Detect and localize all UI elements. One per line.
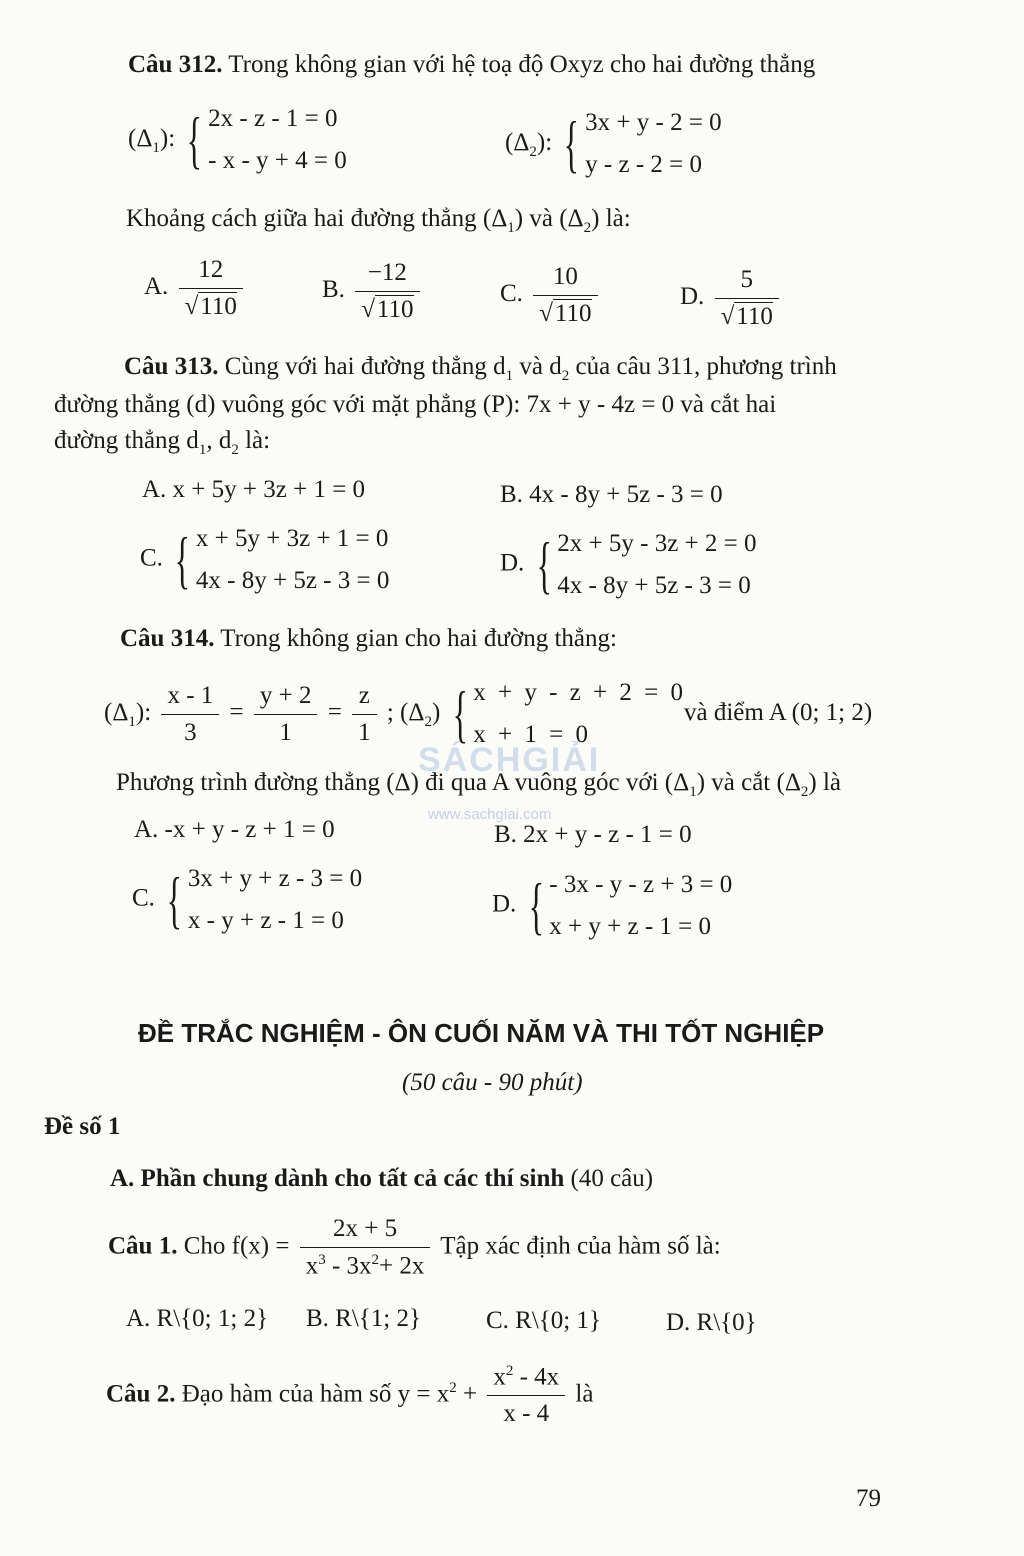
q312-delta1 <box>128 98 347 182</box>
q314-label: Câu 314. <box>120 625 215 652</box>
q1-label: Câu 1. <box>108 1232 178 1260</box>
q312-d1-eq2: - x - y + 4 = 0 <box>208 147 347 174</box>
q314-point: và điểm A (0; 1; 2) <box>684 699 873 726</box>
q313-option-d[interactable]: D. { 2x + 5y - 3z + 2 = 0 4x - 8y + 5z - 3 = 0 <box>500 523 757 607</box>
q314-optd-eq1: - 3x - y - z + 3 = 0 <box>549 871 733 898</box>
q314-option-d[interactable]: D. { - 3x - y - z + 3 = 0 x + y + z - 1 = 0 <box>492 864 732 948</box>
q313-line3: đường thẳng $d_1$, $d_2$ là: <box>54 427 271 458</box>
q312-text: Trong không gian với hệ toạ độ Oxyz cho hai đường thẳng <box>228 51 816 78</box>
q312-option-c[interactable]: C. $\frac{10}{√110}$ <box>500 262 602 329</box>
q313-optd-eq1: 2x + 5y - 3z + 2 = 0 <box>557 530 757 557</box>
q314-option-c[interactable]: C. { 3x + y + z - 3 = 0 x - y + z - 1 = 0 <box>132 858 362 942</box>
q312-option-d[interactable]: D. $\frac{5}{√110}$ <box>680 265 783 332</box>
q314-stem: Câu 314. Trong không gian cho hai đường thẳng: <box>120 625 617 652</box>
q313-option-a[interactable]: A. x + 5y + 3z + 1 = 0 <box>142 476 366 503</box>
q312-question: Khoảng cách giữa hai đường thẳng $(\Delta_1)$ và $(\Delta_2)$ là: <box>126 205 631 236</box>
q1-option-a[interactable]: A. R\{0; 1; 2} <box>126 1305 269 1332</box>
q314-lines: $(\Delta_1)$: $\frac{x - 1}{3}$ = $\frac{y + 2}{1}$ = $\frac{z}{1}$ ; $(\Delta_2)$ { x + y - z + 2 = 0 x + 1 = 0 <box>104 672 683 756</box>
q314-option-b[interactable]: B. 2x + y - z - 1 = 0 <box>494 821 692 848</box>
q313-line2: đường thẳng (d) vuông góc với mặt phẳng (P): 7x + y - 4z = 0 và cắt hai <box>54 391 777 418</box>
q1-option-c[interactable]: C. R\{0; 1} <box>486 1307 601 1334</box>
de-so: Đề số 1 <box>44 1113 121 1140</box>
q312-d2-eq1: 3x + y - 2 = 0 <box>585 109 722 136</box>
q313-option-b[interactable]: B. 4x - 8y + 5z - 3 = 0 <box>500 481 723 508</box>
part-heading: A. Phần chung dành cho tất cả các thí sinh (40 câu) <box>110 1165 654 1192</box>
q312-stem <box>128 50 815 80</box>
q313-optd-eq2: 4x - 8y + 5z - 3 = 0 <box>557 572 751 599</box>
watermark-url: www.sachgiai.com <box>428 806 552 823</box>
section-title: ĐỀ TRẮC NGHIỆM - ÔN CUỐI NĂM VÀ THI TỐT NGHIỆP <box>138 1018 825 1048</box>
watermark-logo: SÁCHGIẢI <box>418 741 601 779</box>
q314-optc-eq2: x - y + z - 1 = 0 <box>187 907 344 934</box>
q1-option-d[interactable]: D. R\{0} <box>666 1309 757 1336</box>
q313-optc-eq1: x + 5y + 3z + 1 = 0 <box>195 525 389 552</box>
q1: Câu 1. Cho f(x) = $\frac{2x + 5}{x^3 - 3x^2+ 2x}$ Tập xác định của hàm số là: <box>108 1215 721 1280</box>
q312-label: Câu 312. <box>128 51 223 78</box>
q312-d2-eq2: y - z - 2 = 0 <box>585 151 703 178</box>
q313-label: Câu 313. <box>124 353 219 380</box>
q314-option-a[interactable]: A. -x + y - z + 1 = 0 <box>134 816 335 843</box>
q2: Câu 2. Đạo hàm của hàm số $y = x^2$ + $\frac{x^2 - 4x}{x - 4}$ là <box>106 1363 594 1428</box>
q314-question: Phương trình đường thẳng (Δ) đi qua A vuông góc với $(\Delta_1)$ và cắt $(\Delta_2)$ là <box>116 769 842 800</box>
q312-delta1-system: { 2x - z - 1 = 0 - x - y + 4 = 0 <box>181 98 346 182</box>
q314-optd-eq2: x + y + z - 1 = 0 <box>549 913 711 940</box>
q312-option-b[interactable]: B. $\frac{-12}{√110}$ <box>322 258 424 325</box>
q313-line1: Câu 313. Cùng với hai đường thẳng $d_1$ và $d_2$ của câu 311, phương trình <box>124 353 837 384</box>
q314-d2-eq2: x + 1 = 0 <box>473 721 588 748</box>
q312-delta2-label: $(\Delta_2)$: <box>505 128 553 160</box>
q312-delta2 <box>505 102 722 186</box>
q313-option-c[interactable]: C. { x + 5y + 3z + 1 = 0 4x - 8y + 5z - 3 = 0 <box>140 518 389 602</box>
page-number: 79 <box>856 1485 881 1512</box>
q314-optc-eq1: 3x + y + z - 3 = 0 <box>187 865 363 892</box>
q312-delta2-system: { 3x + y - 2 = 0 y - z - 2 = 0 <box>558 102 721 186</box>
section-subtitle: (50 câu - 90 phút) <box>402 1069 583 1096</box>
q312-delta1-label: $(\Delta_1)$: <box>128 124 176 156</box>
q2-label: Câu 2. <box>106 1380 176 1408</box>
q313-optc-eq2: 4x - 8y + 5z - 3 = 0 <box>195 567 390 594</box>
q1-option-b[interactable]: B. R\{1; 2} <box>306 1305 421 1332</box>
q314-d2-eq1: x + y - z + 2 = 0 <box>473 679 683 706</box>
q312-d1-eq1: 2x - z - 1 = 0 <box>208 105 338 132</box>
q312-option-a[interactable]: A. $\frac{12}{√110}$ <box>144 255 247 322</box>
